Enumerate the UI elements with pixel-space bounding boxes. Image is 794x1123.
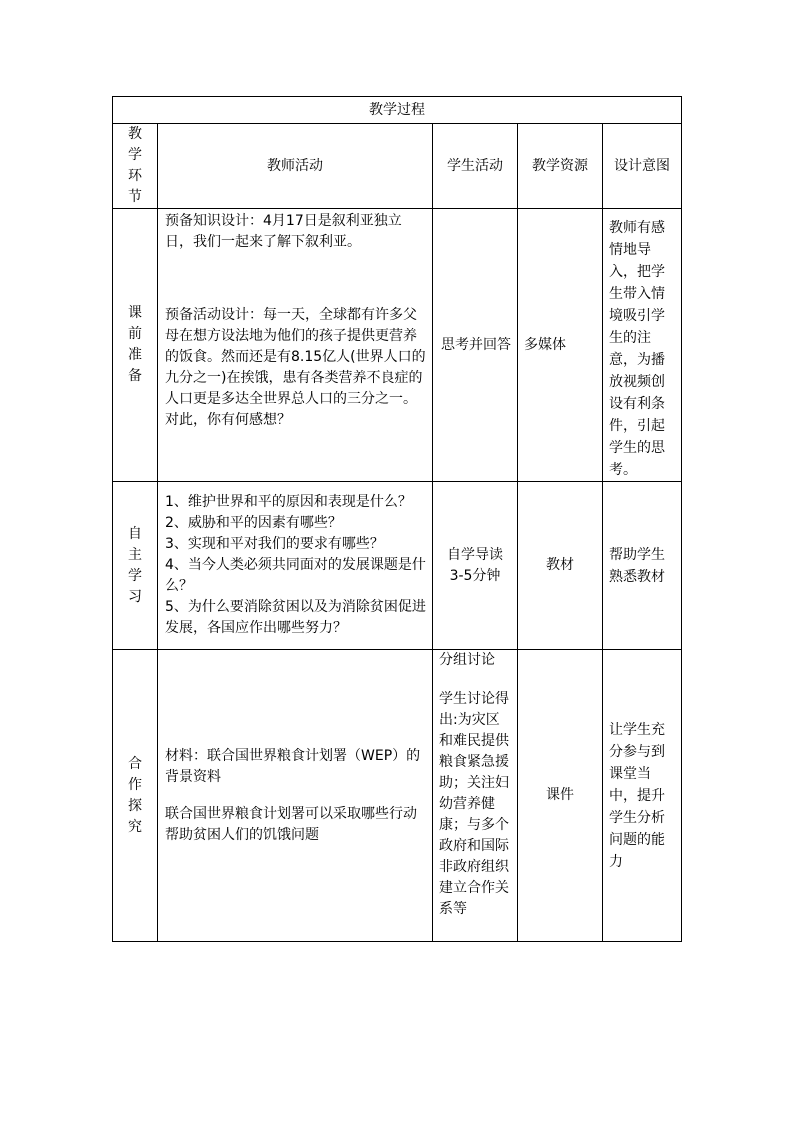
self-study-questions [158,482,433,650]
table-title: 教学过程 [113,97,682,124]
design-self-study: 帮助学生熟悉教材 [603,482,682,650]
question-2: 2、威胁和平的因素有哪些？ [165,515,342,531]
header-student: 学生活动 [433,124,518,209]
discussion-result-text: 学生讨论得出:为灾区和难民提供粮食紧急援助；关注妇幼营养健康；与多个政府和国际非政府组织建立合作关系等 [439,691,509,917]
design-pre-class: 教师有感情地导入，把学生带入情境吸引学生的注意，为播放视频创设有利条件，引起学生的思考。 [603,209,682,482]
header-teacher: 教师活动 [158,124,433,209]
teacher-activity-inquiry [158,650,433,942]
resource-self-study: 教材 [518,482,603,650]
header-stage: 教 学 环 节 [113,124,158,209]
student-activity-self-study: 自学导读 3-5分钟 [433,482,518,650]
question-5: 5、为什么要消除贫困以及为消除贫困促进发展，各国应作出哪些努力？ [165,599,426,636]
design-inquiry: 让学生充分参与到课堂当中，提升学生分析问题的能力 [603,650,682,942]
resource-pre-class: 多媒体 [518,209,603,482]
teaching-process-table [112,96,682,942]
resource-inquiry: 课件 [518,650,603,942]
group-discussion-label: 分组讨论 [439,652,495,668]
teacher-activity-pre-class [158,209,433,482]
header-design: 设计意图 [603,124,682,209]
stage-self-study: 自 主 学 习 [113,482,158,650]
prep-activity-text: 预备活动设计：每一天，全球都有许多父母在想方设法地为他们的孩子提供更营养的饭食。然而还是有8.15亿人(世界人口的九分之一)在挨饿，患有各类营养不良症的人口更是多达全世界总人口的三分之一。对此，你有何感想？ [165,307,426,428]
inquiry-question-text: 联合国世界粮食计划署可以采取哪些行动帮助贫困人们的饥饿问题 [165,805,417,843]
stage-cooperative-inquiry: 合 作 探 究 [113,650,158,942]
header-resource: 教学资源 [518,124,603,209]
question-1: 1、维护世界和平的原因和表现是什么？ [165,494,412,510]
prep-knowledge-text: 预备知识设计：4月17日是叙利亚独立日，我们一起来了解下叙利亚。 [165,213,402,250]
student-activity-pre-class: 思考并回答 [433,209,518,482]
material-text: 材料：联合国世界粮食计划署（WEP）的背景资料 [165,747,421,785]
question-4: 4、当今人类必须共同面对的发展课题是什么？ [165,557,426,594]
stage-pre-class: 课 前 准 备 [113,209,158,482]
student-activity-inquiry [433,650,518,942]
question-3: 3、实现和平对我们的要求有哪些？ [165,536,384,552]
